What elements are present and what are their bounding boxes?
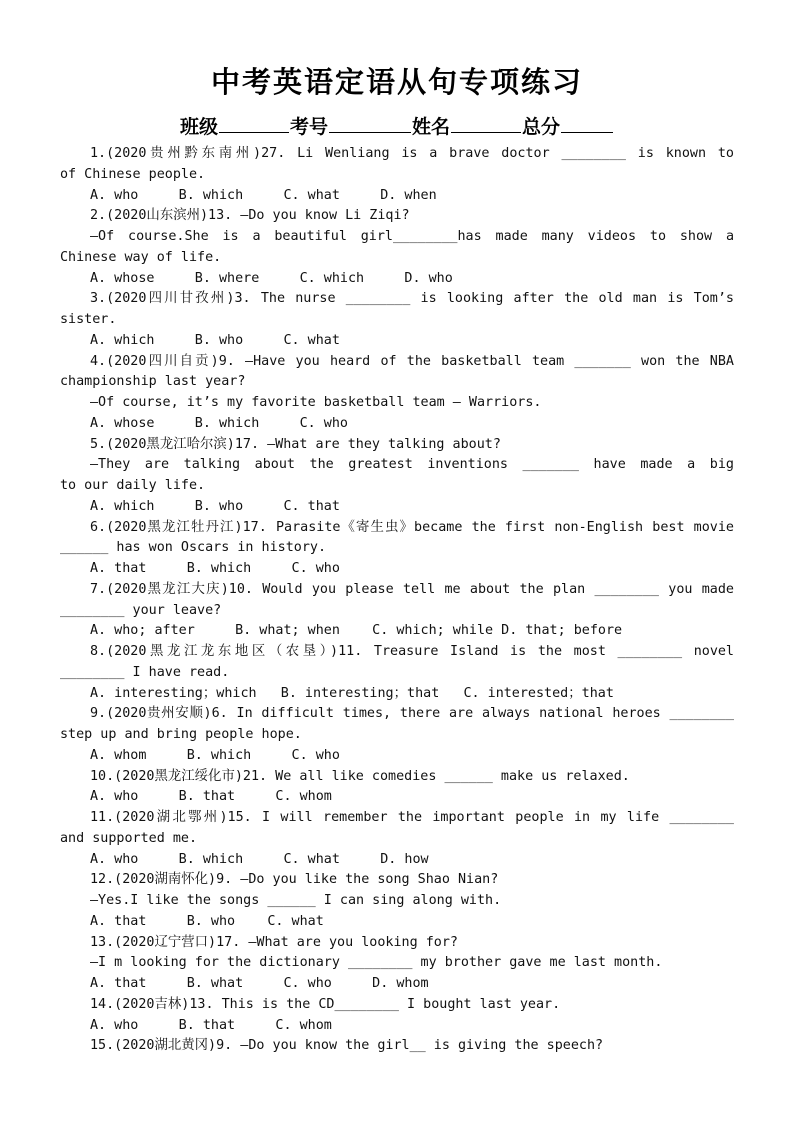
text-line: ________ your leave? (60, 602, 222, 618)
text-line: 15.(2020湖北黄冈)9. —Do you know the girl__ is giving the speech? (90, 1038, 604, 1054)
score-label: 总分 (522, 116, 561, 138)
text-line: A. who B. that C. whom (90, 1017, 332, 1033)
text-line: Chinese way of life. (60, 249, 222, 265)
text-line: —Of course, it’s my favorite basketball team — Warriors. (90, 395, 542, 410)
text-line: —Yes.I like the songs ______ I can sing along with. (90, 893, 502, 908)
score-blank (561, 114, 613, 133)
text-line: A. which B. who C. what (90, 332, 340, 348)
text-line: A. who B. which C. what D. when (90, 187, 437, 203)
class-label: 班级 (179, 116, 218, 138)
text-line: A. that B. what C. who D. whom (90, 976, 429, 991)
text-line: —Of course.She is a beautiful girl________has made many videos to show a (90, 229, 734, 244)
text-line: 5.(2020黑龙江哈尔滨)17. —What are they talking about? (90, 436, 501, 452)
name-label: 姓名 (412, 116, 451, 138)
text-line: 4.(2020四川自贡)9. —Have you heard of the basketball team _______ won the NBA (90, 353, 734, 369)
text-line: to our daily life. (60, 478, 206, 493)
question-list (60, 144, 734, 1057)
text-line: A. who B. that C. whom (90, 789, 332, 805)
page-title: 中考英语定语从句专项练习 (210, 65, 583, 99)
text-line: —They are talking about the greatest inventions _______ have made a big (90, 457, 734, 473)
text-line: A. that B. who C. what (90, 913, 324, 929)
class-blank (219, 114, 289, 133)
text-line: ________ I have read. (60, 664, 230, 680)
text-line: A. interesting；which B. interesting；that C. interested；that (90, 685, 614, 701)
text-line: A. whom B. which C. who (90, 747, 340, 763)
text-line: and supported me. (60, 830, 198, 846)
text-line: of Chinese people. (60, 166, 206, 182)
exam-no-label: 考号 (289, 116, 328, 138)
text-line: 9.(2020贵州安顺)6. In difficult times, there are always national heroes ________ (90, 706, 734, 722)
text-line: 12.(2020湖南怀化)9. —Do you like the song Shao Nian? (90, 872, 499, 888)
name-blank (451, 114, 521, 133)
text-line: A. who; after B. what; when C. which; while D. that; before (90, 623, 623, 639)
text-line: —I m looking for the dictionary ________ my brother gave me last month. (90, 955, 663, 971)
text-line: 10.(2020黑龙江绥化市)21. We all like comedies ______ make us relaxed. (90, 768, 630, 784)
text-line: 6.(2020黑龙江牡丹江)17. Parasite《寄生虫》became the first non-English best movie (90, 519, 734, 535)
text-line: ______ has won Oscars in history. (60, 540, 327, 556)
text-line: 14.(2020吉林)13. This is the CD________ I bought last year. (90, 996, 561, 1012)
text-line: 3.(2020四川甘孜州)3. The nurse ________ is looking after the old man is Tom’s (90, 291, 734, 307)
text-line: 13.(2020辽宁营口)17. —What are you looking for? (90, 934, 458, 950)
text-line: A. whose B. where C. which D. who (90, 270, 453, 286)
text-line: 7.(2020黑龙江大庆)10. Would you please tell me about the plan ________ you made (90, 581, 734, 597)
text-line: A. which B. who C. that (90, 498, 340, 514)
text-line: 2.(2020山东滨州)13. —Do you know Li Ziqi? (90, 208, 410, 224)
text-line: 8.(2020黑龙江龙东地区（农垦）)11. Treasure Island is the most ________ novel (90, 644, 734, 659)
text-line: A. who B. which C. what D. how (90, 851, 429, 867)
text-line: 11.(2020湖北鄂州)15. I will remember the important people in my life ________ (90, 810, 734, 825)
text-line: step up and bring people hope. (60, 727, 302, 742)
exam-no-blank (329, 114, 411, 133)
text-line: A. whose B. which C. who (90, 415, 348, 431)
student-info-row (0, 112, 794, 139)
text-line: sister. (60, 312, 117, 327)
text-line: A. that B. which C. who (90, 561, 340, 576)
text-line: championship last year? (60, 374, 246, 390)
text-line: 1.(2020贵州黔东南州)27. Li Wenliang is a brave doctor ________ is known to (90, 146, 734, 161)
